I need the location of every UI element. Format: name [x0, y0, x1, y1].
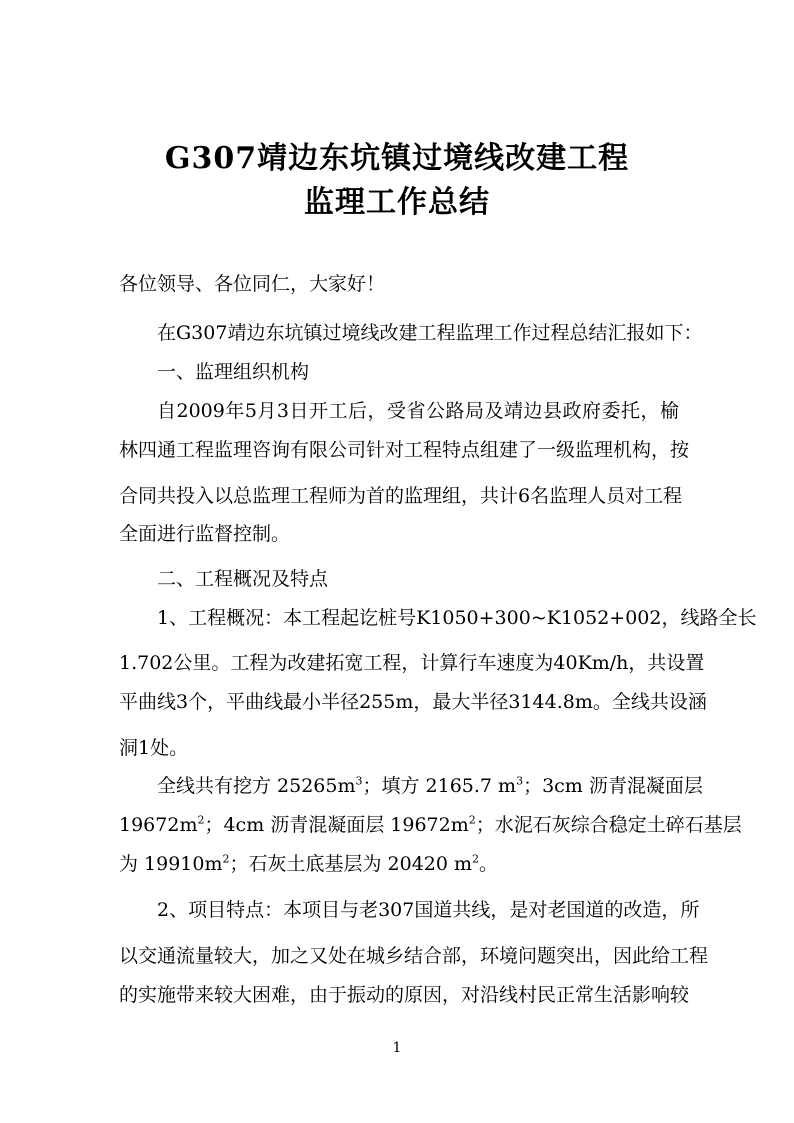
quantities-text: 。 [479, 853, 499, 875]
quantities-line-2 [119, 812, 742, 838]
quantities-line-1 [157, 773, 703, 799]
greeting: 各位领导、各位同仁，大家好！ [119, 273, 386, 295]
quantities-text: ；填方 2165.7 m [362, 775, 517, 797]
document-title-line-1: G307靖边东坑镇过境线改建工程 [164, 141, 630, 176]
overview-line-4: 洞1处。 [119, 737, 189, 759]
superscript: 3 [355, 774, 363, 788]
quantities-text: 全线共有挖方 25265m [157, 775, 356, 797]
page-number: 1 [392, 1040, 402, 1056]
quantities-text: 为 19910m [119, 853, 223, 875]
quantities-text: ；4cm 沥青混凝面层 19672m [204, 814, 469, 836]
overview-line-3: 平曲线3个，平曲线最小半径255m，最大半径3144.8m。全线共设涵 [119, 691, 707, 713]
features-line-3: 的实施带来较大困难，由于振动的原因，对沿线村民正常生活影响较 [119, 984, 690, 1006]
features-line-2: 以交通流量较大，加之又处在城乡结合部，环境问题突出，因此给工程 [119, 945, 709, 967]
quantities-text: ；3cm 沥青混凝面层 [523, 775, 703, 797]
superscript: 2 [472, 852, 480, 866]
document-title-line-2: 监理工作总结 [304, 185, 490, 220]
quantities-line-3 [119, 851, 679, 877]
superscript: 2 [197, 813, 205, 827]
section-1-line-4: 全面进行监督控制。 [119, 523, 291, 545]
features-line-1: 2、项目特点：本项目与老307国道共线，是对老国道的改造，所 [157, 899, 700, 921]
superscript: 2 [222, 852, 230, 866]
quantities-text: ；水泥石灰综合稳定土碎石基层 [475, 814, 742, 836]
section-1-line-2: 林四通工程监理咨询有限公司针对工程特点组建了一级监理机构，按 [119, 439, 690, 461]
overview-line-1: 1、工程概况：本工程起讫桩号K1050+300~K1052+002，线路全长 [157, 607, 757, 629]
intro-paragraph: 在G307靖边东坑镇过境线改建工程监理工作过程总结汇报如下： [157, 322, 703, 344]
superscript: 3 [516, 774, 524, 788]
section-1-heading: 一、监理组织机构 [157, 361, 310, 383]
superscript: 2 [468, 813, 476, 827]
overview-line-2: 1.702公里。工程为改建拓宽工程，计算行车速度为40Km/h，共设置 [119, 652, 705, 674]
section-1-line-1: 自2009年5月3日开工后，受省公路局及靖边县政府委托，榆 [157, 400, 679, 422]
quantities-text: ；石灰土底基层为 20420 m [229, 853, 473, 875]
section-1-line-3: 合同共投入以总监理工程师为首的监理组，共计6名监理人员对工程 [119, 485, 683, 507]
section-2-heading: 二、工程概况及特点 [157, 568, 329, 590]
quantities-text: 19672m [119, 814, 198, 836]
